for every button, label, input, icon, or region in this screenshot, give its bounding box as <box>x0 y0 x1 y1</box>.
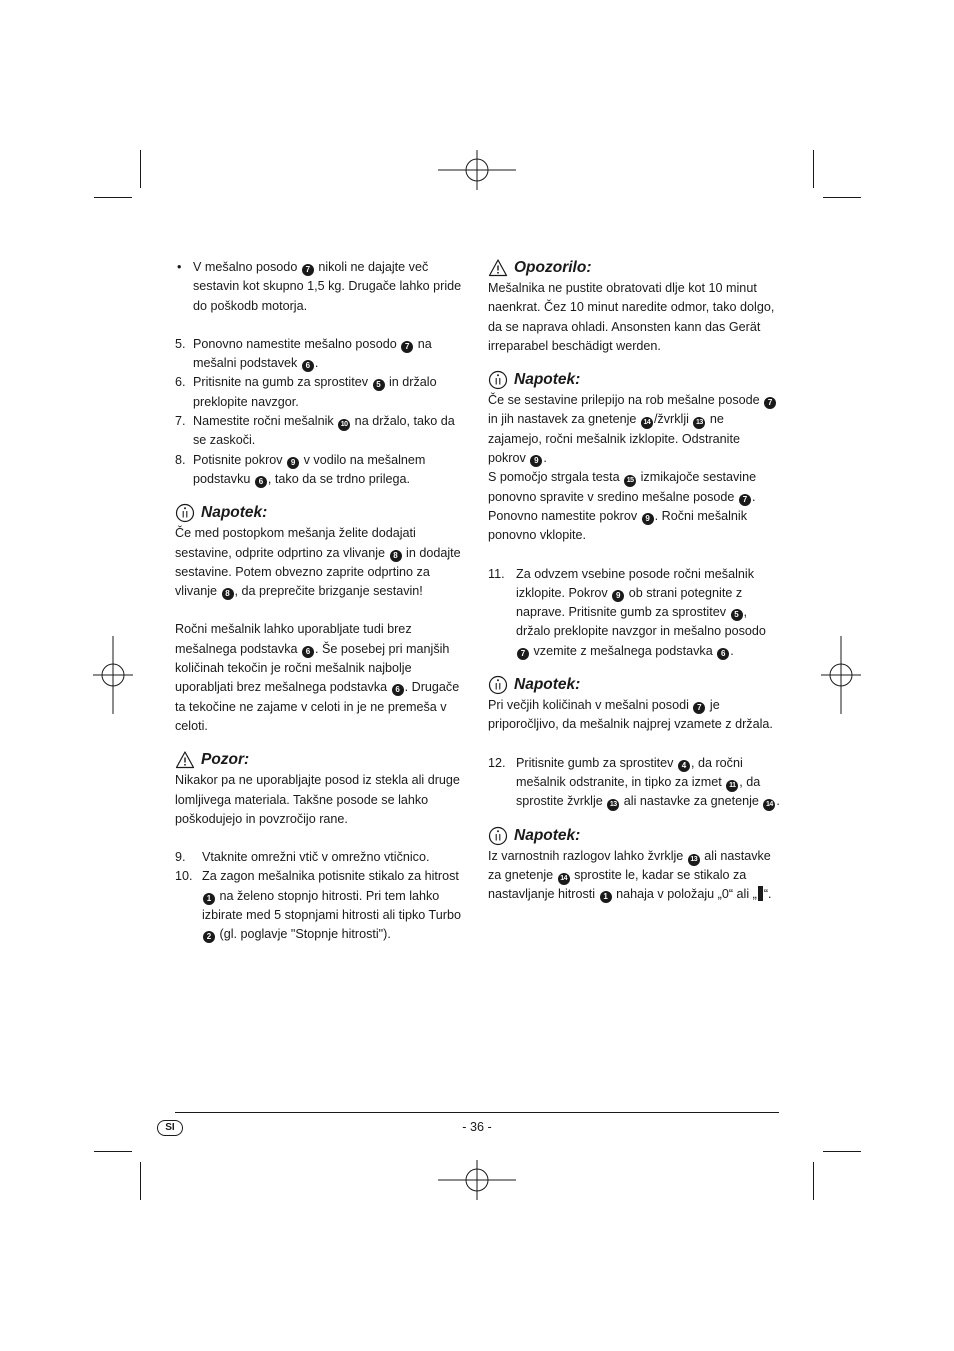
note-heading <box>488 370 780 390</box>
info-icon <box>175 503 195 523</box>
ref-1: 1 <box>600 891 612 903</box>
step-number: 5. <box>175 336 186 351</box>
text: , tako da se trdno prilega. <box>267 471 411 486</box>
step-7 <box>175 412 467 451</box>
text: Vtaknite omrežni vtič v omrežno vtičnico. <box>202 850 430 865</box>
text: , da preprečite brizganje sestavin! <box>234 584 423 599</box>
ref-13: 13 <box>693 417 705 429</box>
warning-triangle-icon <box>488 258 508 278</box>
text: S pomočjo strgala testa <box>488 470 624 485</box>
text: “. <box>763 887 772 902</box>
registration-mark-bottom <box>438 1160 516 1200</box>
warning-text: Mešalnika ne pustite obratovati dlje kot 10 minut naenkrat. Čez 10 minut naredite odmor, tako dolgo, da se naprava ohladi. Ansonsten kann das Gerät irreparabel beschädigt werden. <box>488 281 775 353</box>
text: na držalo, tako da se zaskoči. <box>193 414 455 448</box>
text: Če se sestavine prilepijo na rob mešalne posode <box>488 393 764 408</box>
ref-7: 7 <box>693 702 705 714</box>
text: in dodajte sestavine. Potem obvezno zaprite odprtino za vlivanje <box>175 545 461 599</box>
text: nikoli ne dajajte več sestavin kot skupno 1,5 kg. Drugače lahko pride do poškodb motorja. <box>193 260 462 313</box>
ref-5: 5 <box>373 379 385 391</box>
text: Iz varnostnih razlogov lahko žvrklje <box>488 848 687 863</box>
text: , držalo preklopite navzgor in mešalno posodo <box>516 605 766 639</box>
warning-title: Opozorilo: <box>514 259 592 276</box>
text: nahaja v položaju „0“ ali „ <box>612 887 757 902</box>
note-title: Napotek: <box>514 371 581 389</box>
right-column <box>488 258 780 904</box>
ref-9: 9 <box>642 513 654 525</box>
step-number: 7. <box>175 414 186 429</box>
text: . Drugače ta tekočine ne zajame v celoti in je ne premeša v celoti. <box>175 680 460 733</box>
note-heading <box>175 503 467 523</box>
ref-13: 13 <box>688 854 700 866</box>
note-text <box>488 847 780 905</box>
ref-15: 15 <box>624 475 636 487</box>
step-number: 8. <box>175 452 186 467</box>
text: na želeno stopnjo hitrosti. Pri tem lahko izbirate med 5 stopnjami hitrosti ali tipko Turbo <box>202 888 461 923</box>
ref-4: 4 <box>678 760 690 772</box>
step-8 <box>175 451 467 490</box>
text: ne zajamejo, ročni mešalnik izklopite. Odstranite pokrov <box>488 412 740 466</box>
info-icon <box>488 675 508 695</box>
ref-6: 6 <box>717 648 729 660</box>
text: Pri večjih količinah v mešalni posodi <box>488 698 693 713</box>
ref-6: 6 <box>302 646 314 658</box>
text: na mešalni podstavek <box>193 336 432 371</box>
info-icon <box>488 826 508 846</box>
note-heading <box>488 826 780 846</box>
step-9 <box>175 848 467 867</box>
text: . <box>543 451 547 466</box>
text: . <box>314 356 319 371</box>
text: /žvrklji <box>653 412 693 427</box>
ref-6: 6 <box>302 360 314 372</box>
note-title: Napotek: <box>514 826 581 844</box>
paragraph-without-base <box>175 620 467 736</box>
text: . Ročni mešalnik ponovno vklopite. <box>488 508 748 543</box>
text: . Še posebej pri manjših količinah tekočin je ročni mešalnik najbolje uporabljati brez mešalnega podstavka <box>175 641 450 695</box>
text: Za odvzem vsebine posode ročni mešalnik izklopite. Pokrov <box>516 566 755 600</box>
note-heading <box>488 675 780 695</box>
text: in jih nastavek za gnetenje <box>488 412 640 427</box>
step-12 <box>488 754 780 812</box>
ref-7: 7 <box>401 341 413 353</box>
text: , da ročni mešalnik odstranite, in tipko za izmet <box>516 755 743 789</box>
ref-6: 6 <box>392 684 404 696</box>
ref-5: 5 <box>731 609 743 621</box>
ref-14: 14 <box>641 417 653 429</box>
caution-text: Nikakor pa ne uporabljajte posod iz stekla ali druge lomljivega materiala. Takšne posode se lahko poškodujejo in povzročijo rane. <box>175 773 460 826</box>
step-number: 6. <box>175 375 186 390</box>
ref-10: 10 <box>338 419 350 431</box>
note-title: Napotek: <box>514 676 581 694</box>
ref-14: 14 <box>763 799 775 811</box>
note-text <box>488 391 780 468</box>
note-text <box>175 524 467 601</box>
step-number: 12. <box>488 755 506 770</box>
text: vzemite z mešalnega podstavka <box>530 643 717 658</box>
ref-1: 1 <box>203 893 215 905</box>
caution-title: Pozor: <box>201 751 250 769</box>
ref-8: 8 <box>222 588 234 600</box>
ref-8: 8 <box>390 550 402 562</box>
ref-6: 6 <box>255 476 267 488</box>
footer-divider <box>175 1112 779 1113</box>
left-column <box>175 258 467 945</box>
note-text-continued <box>488 468 780 545</box>
text: Ponovno namestite mešalno posodo <box>193 336 401 351</box>
text: , da sprostite žvrklje <box>516 774 761 809</box>
text: Pritisnite na gumb za sprostitev <box>193 375 372 390</box>
text: ali nastavke za gnetenje <box>620 794 763 809</box>
text: Pritisnite gumb za sprostitev <box>516 755 677 770</box>
ref-7: 7 <box>302 264 314 276</box>
ref-9: 9 <box>530 455 542 467</box>
text: v vodilo na mešalnem podstavku <box>193 452 426 486</box>
bullet-max-weight <box>175 258 467 316</box>
text: . Ponovno namestite pokrov <box>488 489 756 523</box>
ref-13: 13 <box>607 799 619 811</box>
text: je priporočljivo, da mešalnik najprej vzamete z držala. <box>488 698 773 732</box>
text: sprostite le, kadar se stikalo za nastavljanje hitrosti <box>488 867 747 902</box>
ref-14: 14 <box>558 873 570 885</box>
step-6 <box>175 373 467 412</box>
text: ali nastavke za gnetenje <box>488 848 771 882</box>
registration-mark-top <box>438 150 516 190</box>
language-badge: SI <box>157 1120 183 1136</box>
text: in držalo preklopite navzgor. <box>193 375 437 409</box>
ref-2: 2 <box>203 931 215 943</box>
text: Za zagon mešalnika potisnite stikalo za hitrost <box>202 869 459 884</box>
warning-heading <box>488 258 780 278</box>
note-title: Napotek: <box>201 504 268 522</box>
text: Ročni mešalnik lahko uporabljate tudi brez mešalnega podstavka <box>175 622 412 656</box>
warning-triangle-icon <box>175 750 195 770</box>
info-icon <box>488 370 508 390</box>
ref-7: 7 <box>517 648 529 660</box>
note-text <box>488 696 780 735</box>
step-11 <box>488 565 780 661</box>
text: Namestite ročni mešalnik <box>193 414 338 429</box>
text: Če med postopkom mešanja želite dodajati sestavine, odprite odprtino za vlivanje <box>175 526 416 560</box>
ref-9: 9 <box>287 457 299 469</box>
speed-position-icon <box>758 886 763 901</box>
ref-9: 9 <box>612 590 624 602</box>
ref-7: 7 <box>739 494 751 506</box>
step-number: 9. <box>175 850 186 865</box>
step-number: 11. <box>488 566 505 581</box>
caution-heading <box>175 750 467 770</box>
registration-mark-right <box>821 636 861 714</box>
text: . <box>730 643 734 658</box>
step-5 <box>175 335 467 374</box>
text: ob strani potegnite z naprave. Pritisnite gumb za sprostitev <box>516 585 743 620</box>
bullet-marker: • <box>177 260 182 274</box>
text: (gl. poglavje "Stopnje hitrosti"). <box>216 927 391 942</box>
step-10 <box>175 867 467 944</box>
text: Potisnite pokrov <box>193 452 287 467</box>
ref-7: 7 <box>764 397 776 409</box>
ref-11: 11 <box>726 780 738 792</box>
text: . <box>776 794 780 809</box>
step-number: 10. <box>175 869 193 884</box>
registration-mark-left <box>93 636 133 714</box>
page-number: - 36 - <box>462 1120 492 1134</box>
text: izmikajoče sestavine ponovno spravite v sredino mešalne posode <box>488 470 757 504</box>
text: V mešalno posodo <box>193 260 301 274</box>
